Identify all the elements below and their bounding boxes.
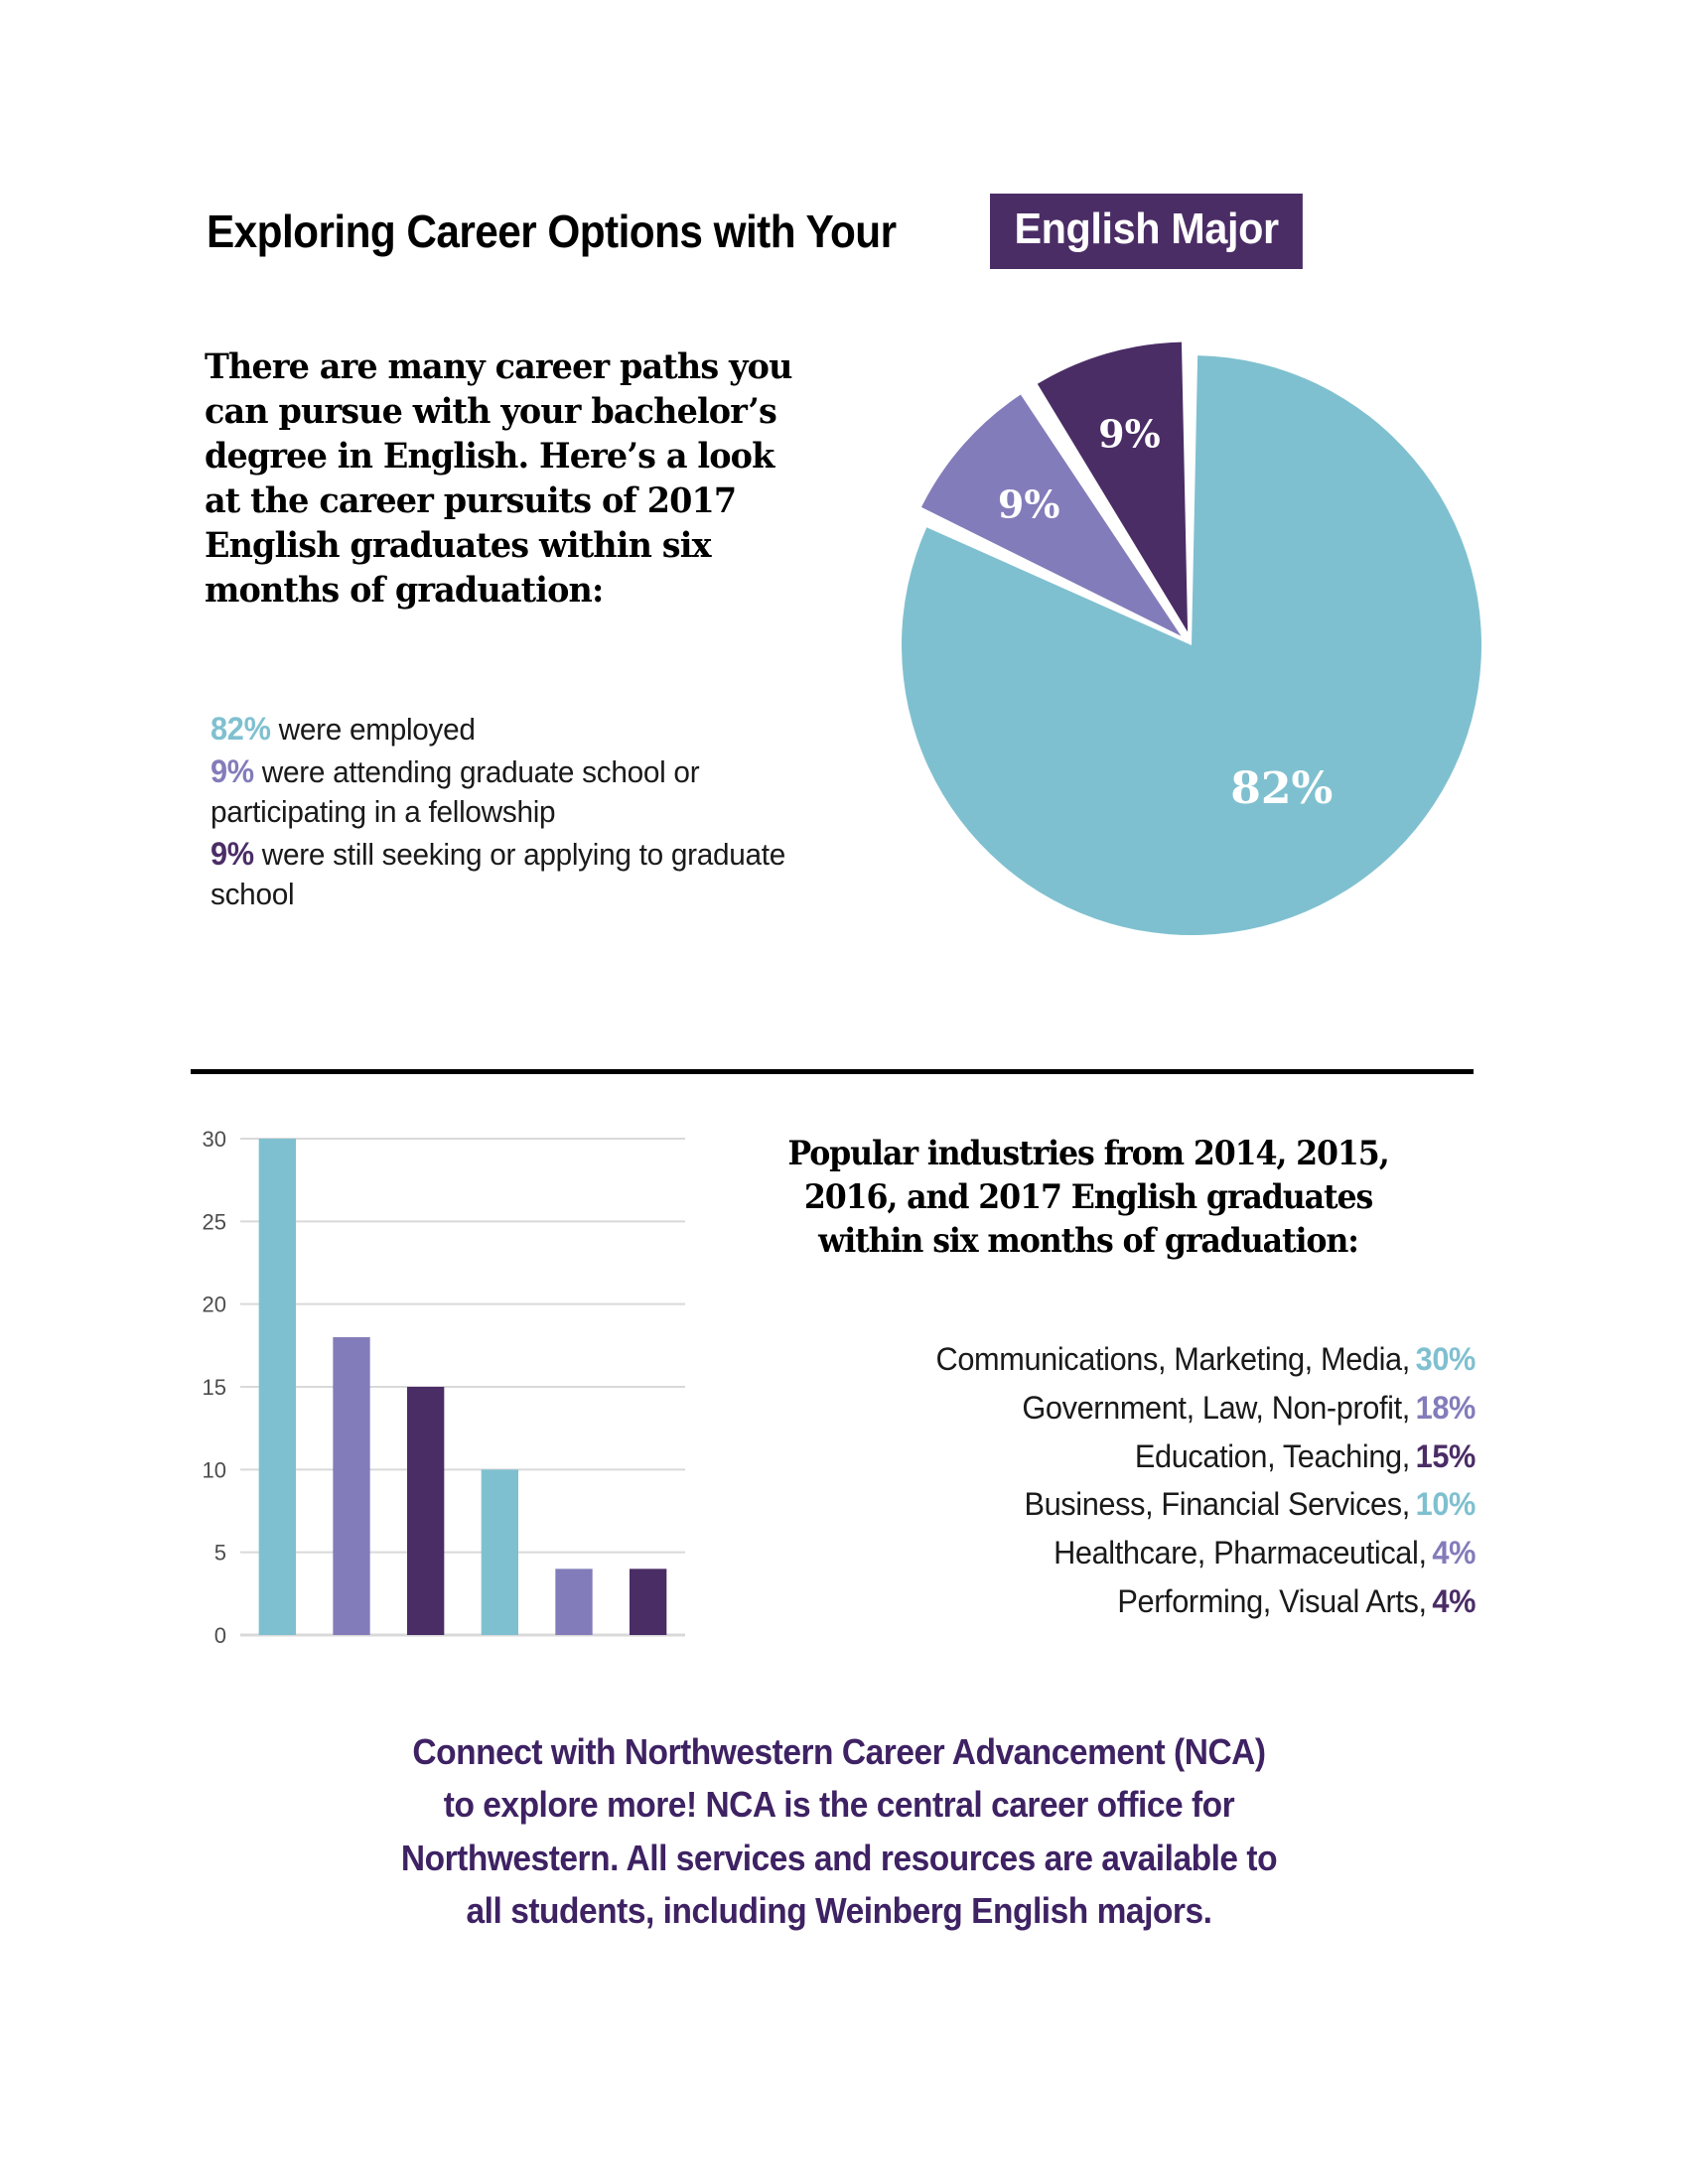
footer-line-2: to explore more! NCA is the central career office for — [443, 1784, 1235, 1826]
industry-row — [732, 1335, 1476, 1384]
outcome-stat-text: were still seeking or applying to graduate school — [211, 836, 786, 911]
pie-label-grad-school: 9% — [997, 481, 1060, 527]
industry-percent: 15% — [1415, 1437, 1476, 1474]
industries-heading-line-2 — [728, 1175, 1448, 1219]
section-divider — [191, 1069, 1474, 1074]
outcome-stat-percent: 82% — [211, 711, 271, 747]
bar-chart-y-axis-labels — [203, 1127, 226, 1648]
industry-row — [732, 1529, 1476, 1577]
pie-label-employed: 82% — [1230, 762, 1334, 814]
industry-label: Performing, Visual Arts, — [1117, 1582, 1427, 1619]
pie-chart-svg — [869, 308, 1504, 983]
pie-label-seeking: 9% — [1098, 411, 1161, 457]
outcome-stat-2 — [211, 751, 820, 832]
industry-label: Education, Teaching, — [1134, 1437, 1410, 1474]
pie-slice-group — [902, 342, 1481, 935]
bar-chart-svg — [189, 1127, 695, 1683]
bar-chart-gridlines — [240, 1139, 685, 1635]
industry-label: Government, Law, Non-profit, — [1022, 1389, 1410, 1426]
y-axis-tick-label: 25 — [202, 1209, 226, 1235]
bar — [333, 1337, 369, 1635]
y-axis-tick-label: 10 — [202, 1457, 226, 1483]
industries-heading-emphasis: English — [1070, 1177, 1196, 1218]
page-title-row — [207, 191, 1323, 272]
industries-heading-line-3: within six months of graduation: — [818, 1221, 1358, 1262]
industry-percent: 10% — [1415, 1486, 1476, 1523]
bar — [555, 1569, 592, 1635]
outcome-stat-list — [211, 709, 820, 915]
footer-line-4: all students, including Weinberg English majors. — [466, 1889, 1212, 1931]
outcome-stat-percent: 9% — [211, 752, 254, 789]
outcome-stat-percent: 9% — [211, 835, 254, 872]
industry-percent: 18% — [1415, 1389, 1476, 1426]
y-axis-tick-label: 30 — [202, 1127, 226, 1152]
bar — [259, 1139, 296, 1635]
industry-row — [732, 1577, 1476, 1626]
industry-label: Communications, Marketing, Media, — [935, 1341, 1410, 1377]
outcome-stat-text: were employed — [270, 712, 476, 747]
y-axis-tick-label: 5 — [213, 1540, 226, 1566]
footer-line-1: Connect with Northwestern Career Advancement (NCA) — [412, 1731, 1266, 1772]
industries-heading — [728, 1132, 1448, 1264]
footer-line-3: Northwestern. All services and resources are available to — [400, 1837, 1278, 1878]
bar — [630, 1569, 666, 1635]
industries-heading-line-1: Popular industries from 2014, 2015, — [787, 1134, 1389, 1173]
industries-heading-line-2-b: graduates — [1196, 1177, 1373, 1218]
industry-row — [732, 1480, 1476, 1529]
industry-row — [732, 1384, 1476, 1433]
industry-percent: 30% — [1415, 1341, 1476, 1377]
major-badge: English Major — [990, 194, 1303, 269]
bar — [407, 1387, 444, 1635]
intro-paragraph: There are many career paths you can pursue with your bachelor’s degree in English. Here’s a look at the career pursuits of 2017 English graduates within six months of graduation: — [205, 346, 792, 611]
outcome-stat-text: were attending graduate school or participating in a fellowship — [211, 753, 700, 829]
y-axis-tick-label: 0 — [213, 1623, 226, 1648]
industry-percent: 4% — [1432, 1582, 1476, 1619]
y-axis-tick-label: 15 — [202, 1375, 226, 1400]
outcomes-pie-chart — [869, 308, 1504, 983]
bar — [482, 1469, 518, 1635]
industry-percent: 4% — [1432, 1535, 1476, 1571]
footer-callout — [252, 1725, 1425, 1937]
industry-row — [732, 1433, 1476, 1481]
y-axis-tick-label: 20 — [202, 1292, 226, 1317]
outcome-stat-3 — [211, 834, 820, 914]
industries-heading-line-2-a: 2016, and 2017 — [803, 1177, 1071, 1218]
industry-label: Business, Financial Services, — [1024, 1486, 1410, 1523]
industries-list — [732, 1335, 1476, 1626]
outcome-stat-1 — [211, 709, 820, 750]
page-title: Exploring Career Options with Your — [207, 205, 897, 257]
industries-bar-chart — [189, 1127, 695, 1683]
industry-label: Healthcare, Pharmaceutical, — [1054, 1535, 1427, 1571]
